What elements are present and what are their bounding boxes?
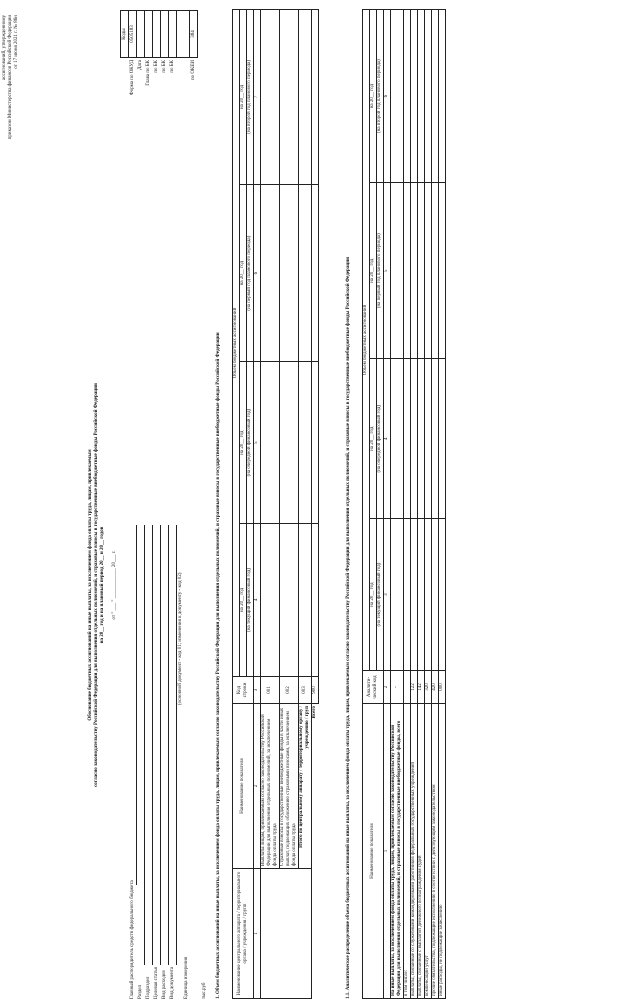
col-number: 6 (254, 184, 261, 362)
col-number: 2 (254, 704, 261, 869)
codes-value (169, 11, 177, 58)
field-section: Раздел (138, 984, 143, 999)
field-unit: Единица измерения (184, 956, 189, 999)
year-sub: (на очередной финансовый год) (247, 362, 254, 523)
codes-header: Коды (121, 11, 129, 58)
col-number: 1 (254, 869, 261, 999)
fill-line (152, 525, 153, 965)
row-name: в том числе: (404, 704, 411, 999)
fill-line (136, 525, 137, 885)
section1-table (232, 9, 319, 999)
col-number: 7 (254, 10, 261, 185)
col-number: 4 (384, 359, 391, 519)
field-ministry: Главный распорядитель средств федерального бюджета (130, 880, 135, 999)
year-header: на 20__ год (240, 10, 247, 185)
year-header: на 20__ год (370, 10, 377, 183)
row-name: Выплаты лицам, привлекаемым согласно законодательству Российской Федерации для выполнения отдельных полномочий, за исключением фонда оплаты труда (261, 704, 280, 869)
col-number: 5 (254, 362, 261, 523)
table-row (432, 10, 439, 999)
year-sub: (на очередной финансовый год) (377, 359, 384, 519)
fill-line (168, 525, 169, 965)
header-fields (130, 880, 192, 999)
codes-value (153, 11, 161, 58)
col-code-header: Код строки (233, 677, 254, 704)
table-row (418, 10, 425, 999)
row-code: 420 (432, 671, 439, 704)
title-line: на 20__ год и на плановый период 20__ и 20__ годов (100, 526, 105, 644)
col-number: 2 (384, 671, 391, 704)
col-number: 5 (384, 183, 391, 359)
codes-value (161, 11, 169, 58)
col-code-header: Аналити-ческий код (363, 671, 384, 704)
row-name: Итого по центральному аппарату / территориальному органу / учреждению / груп (299, 704, 312, 869)
row-name: На иные выплаты, за исключением фонда оплаты труда, лицам, привлекаемым согласно законодательству Российской Федерации для выполнения отдельных полномочий, и страховые взносы в государственные внебюджетные фонды, всего (391, 704, 404, 999)
year-header: на 20__ год (240, 362, 247, 523)
row-code: - (391, 671, 404, 704)
col-number: 3 (254, 677, 261, 704)
year-header: на 20__ год (370, 183, 377, 359)
date-line: от " ___ " ____________ 20___ г. (112, 550, 117, 620)
field-expense-kind: Вид расходов (162, 970, 167, 999)
table-row (404, 10, 411, 999)
year-header: на 20__ год (240, 523, 247, 676)
title-line: Обоснование бюджетных ассигнований на иные выплаты, за исключением фонда оплаты труда, лицам, привлекаемым (88, 449, 93, 721)
row-code: 320 (425, 671, 432, 704)
col-number: 4 (254, 523, 261, 676)
codes-label: по БК (153, 60, 159, 73)
row-code: 000 (439, 671, 446, 704)
table-row (425, 10, 432, 999)
year-sub: (на текущий финансовый год) (247, 523, 254, 676)
title-line: согласно законодательству Российской Федерации для выполнения отдельных полномочий, и страховые взносы в государственные внебюджетные фонды Российской Федерации (94, 383, 99, 787)
section1-heading: 1. Объем бюджетных ассигнований на иные выплаты, за исключением фонда оплаты труда, лицам, привлекаемым согласно законодательству Российской Федерации для выполнения отдельных полномочий, и страховые взносы в государственные внебюджетные фонды Российской Федерации (216, 332, 221, 999)
org-cell (261, 869, 312, 999)
codes-label: по БК (169, 60, 175, 73)
codes-value (177, 11, 190, 58)
row-code: 002 (280, 677, 299, 704)
table-row (411, 10, 418, 999)
table-row (280, 10, 299, 999)
row-name: Страховые взносы в государственные внебюджетные фонды в части иных выплат, подлежащих обложению страховыми взносами, за исключением фонда оплаты труда (280, 704, 299, 869)
col-number: 6 (384, 10, 391, 183)
year-sub: (на второй год планового периода) (377, 10, 384, 183)
col-number: 1 (384, 704, 391, 999)
document-title (88, 305, 106, 865)
field-target: Целевая статья (154, 967, 159, 999)
section11-table (362, 9, 446, 999)
codes-value (145, 11, 153, 58)
fill-line (176, 525, 177, 965)
codes-label: Дата (137, 60, 143, 70)
col-org-header: Наименование центрального аппарата / территориального органа / учреждения / групп (233, 869, 254, 999)
year-sub: (на первый год планового периода) (377, 183, 384, 359)
codes-box (120, 10, 198, 140)
year-header: на 20__ год (370, 359, 377, 519)
year-sub: (на второй год планового периода) (247, 10, 254, 185)
row-code: 142 (418, 671, 425, 704)
doc-kind-hint: (основной документ - код 01; изменения к документу - код 02) (178, 572, 183, 705)
col-number: 3 (384, 519, 391, 671)
codes-label: по ОКЕИ (190, 60, 196, 81)
year-sub: (на текущий финансовый год) (377, 519, 384, 671)
okud-code: 0505183 (129, 11, 137, 58)
row-code: 003 (299, 677, 312, 704)
col-name-header: Наименование показателя (363, 704, 384, 999)
row-name: выплаты, связанные со служебными командировками работников федеральных государственных учреждений (411, 704, 418, 999)
row-code (404, 671, 411, 704)
row-code: 122 (411, 671, 418, 704)
year-header: на 20__ год (240, 184, 247, 362)
table-row (391, 10, 404, 999)
volume-header: Объем бюджетных ассигнований (363, 10, 370, 671)
fill-line (144, 525, 145, 965)
row-name: Всего (312, 706, 318, 719)
table-row (299, 10, 312, 999)
fill-line (160, 525, 161, 965)
table-row (312, 10, 319, 999)
field-doc-kind: Вид документа (170, 966, 175, 999)
row-code: 900 (312, 677, 319, 704)
year-header: на 20__ год (370, 519, 377, 671)
year-sub: (на первый год планового периода) (247, 184, 254, 362)
row-name: иные расходы, не подлежащие зачислению (439, 704, 446, 999)
okei-code: 384 (190, 11, 198, 58)
section11-heading: 1.1. Аналитическое распределение объема бюджетных ассигнований на иные выплаты, за исключением фонда оплаты труда, лицам, привлекаемым согласно законодательству Российской Федерации для выполнения отдельных полномочий, и страховые взносы в государственные внебюджетные фонды Российской Федерации (346, 257, 351, 999)
appendix-line: от 17 июня 2021 г. № 86н (14, 15, 19, 69)
table-row (439, 10, 446, 999)
table-row (261, 10, 280, 999)
col-name-header: Наименование показателя (233, 704, 254, 869)
codes-label: Форма по ОКУД (129, 60, 135, 96)
field-subsection: Подраздел (146, 976, 151, 999)
appendix-block (0, 15, 20, 225)
row-name: выплаты, связанные с выплатой денежного вознаграждения судей (418, 704, 425, 999)
appendix-line: приказом Министерства финансов Российской Федерации (8, 15, 13, 140)
volume-header: Объем бюджетных ассигнований (233, 10, 240, 677)
codes-label: Глава по БК (145, 60, 151, 86)
row-code: 001 (261, 677, 280, 704)
appendix-line: ассигнований, утвержденному (2, 15, 7, 80)
row-name: компенсации услуг (425, 704, 432, 999)
codes-label: по БК (161, 60, 167, 73)
unit-value: тыс.руб (202, 982, 207, 999)
row-name: прочие обязательства, подлежащие исполнению в соответствии с действующим законодательством (432, 704, 439, 999)
codes-value (137, 11, 145, 58)
